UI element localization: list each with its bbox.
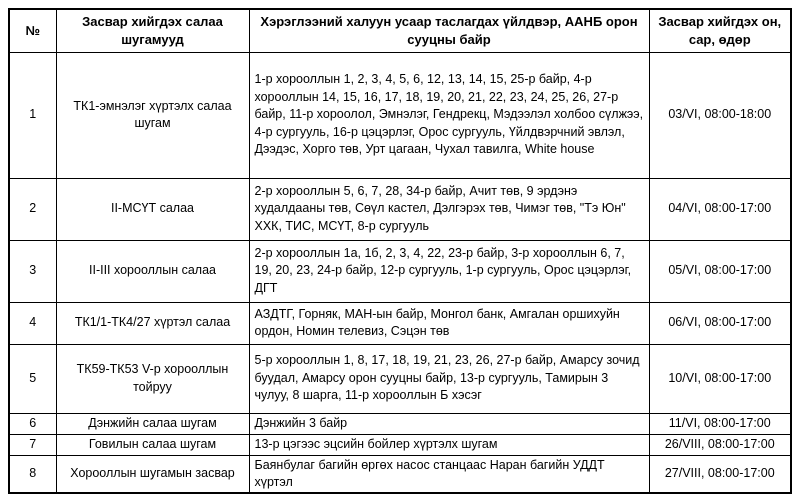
cell-branch-line: Говилын салаа шугам [56, 434, 249, 455]
cell-repair-date: 27/VIII, 08:00-17:00 [649, 455, 791, 493]
col-header-date: Засвар хийгдэх он, сар, өдөр [649, 9, 791, 52]
cell-row-number: 5 [9, 344, 56, 413]
cell-consumers: Баянбулаг багийн өргөх насос станцаас Наран багийн УДДТ хүртэл [249, 455, 649, 493]
cell-branch-line: ТК1/1-ТК4/27 хүртэл салаа [56, 302, 249, 344]
table-row [9, 434, 791, 455]
cell-branch-line: ТК1-эмнэлэг хүртэлх салаа шугам [56, 52, 249, 178]
col-header-consumers: Хэрэглээний халуун усаар таслагдах үйлдвэр, ААНБ орон сууцны байр [249, 9, 649, 52]
cell-branch-line: Хорооллын шугамын засвар [56, 455, 249, 493]
cell-row-number: 3 [9, 240, 56, 302]
table-row [9, 240, 791, 302]
header-row [9, 9, 791, 52]
cell-repair-date: 03/VI, 08:00-18:00 [649, 52, 791, 178]
cell-consumers: 2-р хорооллын 5, 6, 7, 28, 34-р байр, Ачит төв, 9 эрдэнэ худалдааны төв, Сөүл кастел, Дэлгэрэх төв, Чимэг төв, "Тэ Юн" ХХК, ТИС, МСҮТ, 8-р сургууль [249, 178, 649, 240]
table-row [9, 178, 791, 240]
cell-row-number: 7 [9, 434, 56, 455]
cell-consumers: 5-р хорооллын 1, 8, 17, 18, 19, 21, 23, 26, 27-р байр, Амарсу зочид буудал, Амарсу орон сууцны байр, 13-р сургууль, Тамирын 3 чулуу, 8 шарга, 11-р хорооллын Б хэсэг [249, 344, 649, 413]
cell-repair-date: 05/VI, 08:00-17:00 [649, 240, 791, 302]
cell-row-number: 2 [9, 178, 56, 240]
cell-consumers: 13-р цэгээс эцсийн бойлер хүртэлх шугам [249, 434, 649, 455]
cell-consumers: 2-р хорооллын 1а, 1б, 2, 3, 4, 22, 23-р байр, 3-р хорооллын 6, 7, 19, 20, 23, 24-р байр, 12-р сургууль, 1-р сургууль, Орос цэцэрлэг, ДГТ [249, 240, 649, 302]
repair-schedule-table [8, 8, 792, 494]
table-row [9, 52, 791, 178]
cell-branch-line: II-МСҮТ салаа [56, 178, 249, 240]
cell-row-number: 1 [9, 52, 56, 178]
cell-repair-date: 04/VI, 08:00-17:00 [649, 178, 791, 240]
cell-branch-line: II-III хорооллын салаа [56, 240, 249, 302]
cell-repair-date: 06/VI, 08:00-17:00 [649, 302, 791, 344]
cell-consumers: Дэнжийн 3 байр [249, 413, 649, 434]
cell-consumers: 1-р хорооллын 1, 2, 3, 4, 5, 6, 12, 13, 14, 15, 25-р байр, 4-р хорооллын 14, 15, 16, 17, 18, 19, 20, 21, 22, 23, 24, 25, 26, 27-р байр, 11-р хороолол, Эмнэлэг, Гендрекц, Мэдээлэл холбоо сүлжээ, 4-р сургууль, 16-р цэцэрлэг, Орос сургууль, Үйлдвэрчний эвлэл, Дээдэс, Хорго төв, Урт цагаан, Чухал тавилга, White house [249, 52, 649, 178]
cell-repair-date: 10/VI, 08:00-17:00 [649, 344, 791, 413]
table-row [9, 302, 791, 344]
table-row [9, 344, 791, 413]
cell-repair-date: 11/VI, 08:00-17:00 [649, 413, 791, 434]
col-header-no: № [9, 9, 56, 52]
cell-branch-line: Дэнжийн салаа шугам [56, 413, 249, 434]
cell-repair-date: 26/VIII, 08:00-17:00 [649, 434, 791, 455]
repair-schedule-page [8, 8, 792, 494]
table-row [9, 413, 791, 434]
table-row [9, 455, 791, 493]
cell-row-number: 4 [9, 302, 56, 344]
cell-branch-line: ТК59-ТК53 V-р хорооллын тойруу [56, 344, 249, 413]
cell-row-number: 6 [9, 413, 56, 434]
cell-consumers: АЗДТГ, Горняк, МАН-ын байр, Монгол банк, Амгалан оршихуйн ордон, Номин телевиз, Сэцэн төв [249, 302, 649, 344]
col-header-line: Засвар хийгдэх салаа шугамууд [56, 9, 249, 52]
cell-row-number: 8 [9, 455, 56, 493]
